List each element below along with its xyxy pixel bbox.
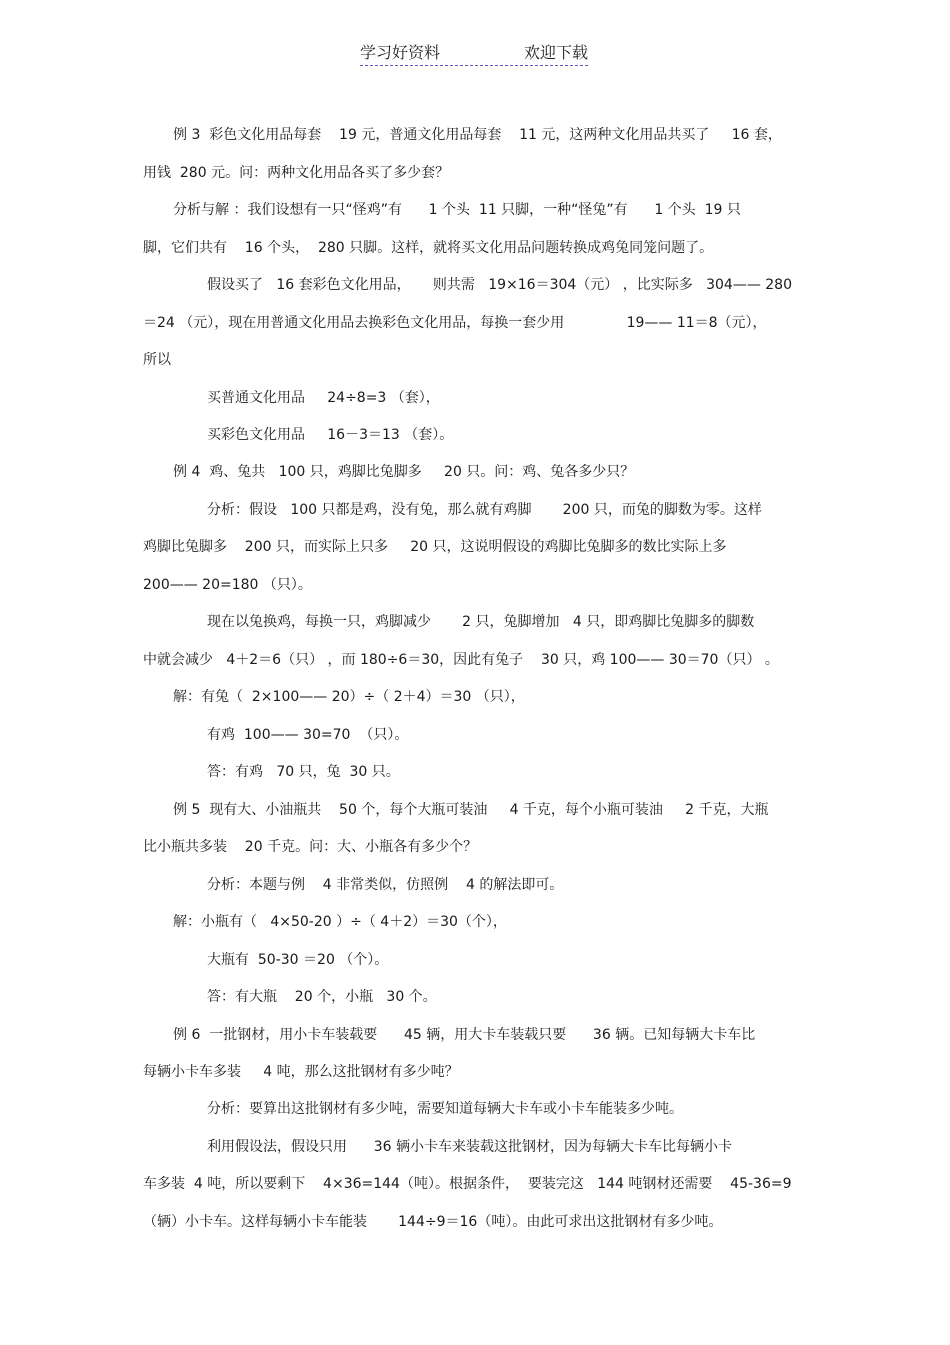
text-line: 分析：要算出这批钢材有多少吨，需要知道每辆大卡车或小卡车能装多少吨。 — [207, 1101, 683, 1117]
text-line: 分析：本题与例 4 非常类似，仿照例 4 的解法即可。 — [207, 877, 564, 893]
text-line: 每辆小卡车多装 4 吨，那么这批钢材有多少吨？ — [143, 1064, 459, 1080]
text-line: 鸡脚比兔脚多 200 只，而实际上只多 20 只，这说明假设的鸡脚比兔脚多的数比实际上多 — [143, 539, 727, 555]
text-line: 例 4 鸡、兔共 100 只，鸡脚比兔脚多 20 只。问：鸡、兔各多少只？ — [173, 464, 635, 480]
text-line: 所以 — [143, 352, 171, 368]
text-line: 分析：假设 100 只都是鸡，没有兔，那么就有鸡脚 200 只，而兔的脚数为零。这样 — [207, 502, 762, 518]
text-line: 脚，它们共有 16 个头， 280 只脚。这样，就将买文化用品问题转换成鸡兔同笼问题了。 — [143, 240, 714, 256]
text-line: 利用假设法，假设只用 36 辆小卡车来装载这批钢材，因为每辆大卡车比每辆小卡 — [207, 1139, 732, 1155]
header-left-text: 学习好资料 — [360, 43, 441, 62]
page-header — [360, 40, 588, 66]
text-line: 中就会减少 4＋2＝6（只） ，而 180÷6＝30，因此有兔子 30 只，鸡 100—— 30＝70（只） 。 — [143, 652, 779, 668]
text-line: 买彩色文化用品 16－3＝13 （套）。 — [207, 427, 454, 443]
text-line: 例 5 现有大、小油瓶共 50 个，每个大瓶可装油 4 千克，每个小瓶可装油 2 千克，大瓶 — [173, 802, 769, 818]
text-line: 解：小瓶有（ 4×50-20 ）÷（ 4＋2）＝30（个）， — [173, 914, 507, 930]
text-line: 有鸡 100—— 30=70 （只）。 — [207, 727, 409, 743]
text-line: 车多装 4 吨，所以要剩下 4×36=144（吨）。根据条件， 要装完这 144 吨钢材还需要 45-36=9 — [143, 1176, 792, 1192]
text-line: 比小瓶共多装 20 千克。问：大、小瓶各有多少个？ — [143, 839, 478, 855]
text-line: 答：有大瓶 20 个，小瓶 30 个。 — [207, 989, 437, 1005]
text-line: （辆）小卡车。这样每辆小卡车能装 144÷9＝16（吨）。由此可求出这批钢材有多少吨。 — [143, 1214, 723, 1230]
text-line: 假设买了 16 套彩色文化用品， 则共需 19×16＝304（元） ，比实际多 304—— 280 — [207, 277, 792, 293]
text-line: 用钱 280 元。问：两种文化用品各买了多少套？ — [143, 165, 450, 181]
text-line: 解：有兔（ 2×100—— 20）÷（ 2＋4）＝30 （只）， — [173, 689, 525, 705]
text-line: 例 6 一批钢材，用小卡车装载要 45 辆，用大卡车装载只要 36 辆。已知每辆大卡车比 — [173, 1027, 756, 1043]
text-line: 大瓶有 50-30 ＝20 （个）。 — [207, 952, 389, 968]
text-line: 例 3 彩色文化用品每套 19 元，普通文化用品每套 11 元，这两种文化用品共买了 16 套， — [173, 127, 782, 143]
header-right-text: 欢迎下载 — [523, 43, 588, 62]
text-line: 200—— 20=180 （只）。 — [143, 577, 312, 593]
text-line: 现在以兔换鸡，每换一只，鸡脚减少 2 只，兔脚增加 4 只，即鸡脚比兔脚多的脚数 — [207, 614, 755, 630]
text-line: 分析与解 ：我们设想有一只“怪鸡”有 1 个头 11 只脚，一种“怪兔”有 1 个头 19 只 — [173, 202, 741, 218]
text-line: ＝24 （元），现在用普通文化用品去换彩色文化用品，每换一套少用 19—— 11＝8（元）， — [143, 315, 767, 331]
text-line: 答：有鸡 70 只，兔 30 只。 — [207, 764, 400, 780]
text-line: 买普通文化用品 24÷8=3 （套）， — [207, 390, 440, 406]
